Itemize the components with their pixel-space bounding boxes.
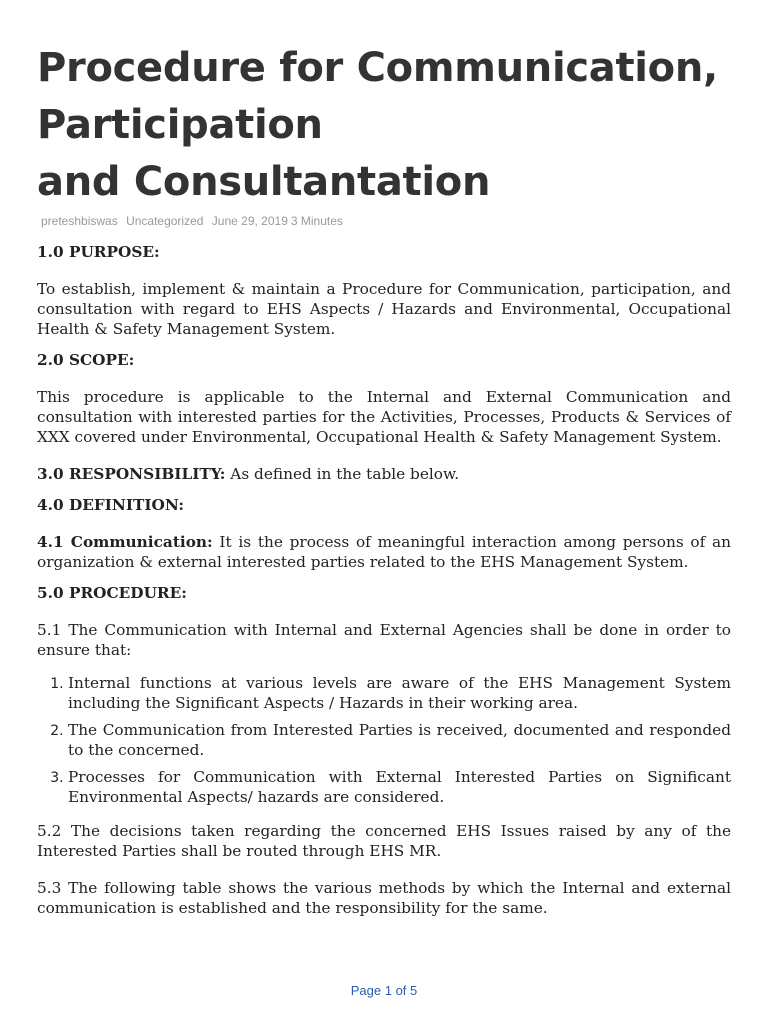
page-indicator: Page 1 of 5 xyxy=(350,983,418,998)
responsibility-heading: 3.0 RESPONSIBILITY: xyxy=(37,465,226,483)
title-line-2: Participation xyxy=(37,102,323,148)
purpose-heading: 1.0 PURPOSE: xyxy=(37,243,160,261)
meta-author[interactable]: preteshbiswas xyxy=(41,214,118,228)
procedure-5-2: 5.2 The decisions taken regarding the concerned EHS Issues raised by any of the Interested Parties shall be routed through EHS MR. xyxy=(37,822,731,860)
procedure-5-3: 5.3 The following table shows the various methods by which the Internal and external communication is established and the responsibility for the same. xyxy=(37,879,731,917)
meta-read-time: 3 Minutes xyxy=(290,214,343,228)
procedure-heading: 5.0 PROCEDURE: xyxy=(37,584,187,602)
scope-heading: 2.0 SCOPE: xyxy=(37,351,135,369)
procedure-5-1: 5.1 The Communication with Internal and External Agencies shall be done in order to ensure that: xyxy=(37,621,731,659)
list-item: 2. The Communication from Interested Parties is received, documented and responded to the concerned. xyxy=(68,720,731,760)
responsibility-text: As defined in the table below. xyxy=(225,465,460,483)
scope-text: This procedure is applicable to the Internal and External Communication and consultation with interested parties for the Activities, Processes, Products & Services of XXX covered under Environmental, Occupational Health & Safety Management System. xyxy=(37,388,731,446)
page-title xyxy=(37,40,731,211)
post-meta xyxy=(41,214,731,228)
title-line-1: Procedure for Communication, xyxy=(37,45,718,91)
communication-definition xyxy=(37,532,731,572)
procedure-list xyxy=(37,673,731,807)
communication-term: 4.1 Communication: xyxy=(37,533,213,551)
title-line-3: and Consultantation xyxy=(37,159,491,205)
meta-category[interactable]: Uncategorized xyxy=(126,214,204,228)
meta-date[interactable]: June 29, 2019 xyxy=(211,214,288,228)
list-item: 3. Processes for Communication with External Interested Parties on Significant Environmental Aspects/ hazards are considered. xyxy=(68,767,731,807)
list-item: 1. Internal functions at various levels are aware of the EHS Management System including the Significant Aspects / Hazards in their working area. xyxy=(68,673,731,713)
purpose-text: To establish, implement & maintain a Procedure for Communication, participation, and consultation with regard to EHS Aspects / Hazards and Environmental, Occupational Health & Safety Management System. xyxy=(37,280,731,338)
communication-text: It is the process of meaningful interaction among persons of an organization & external interested parties related to the EHS Management System. xyxy=(37,533,731,571)
responsibility-paragraph xyxy=(37,464,731,484)
document-body xyxy=(37,242,731,918)
document-page xyxy=(37,40,731,918)
definition-heading: 4.0 DEFINITION: xyxy=(37,496,184,514)
